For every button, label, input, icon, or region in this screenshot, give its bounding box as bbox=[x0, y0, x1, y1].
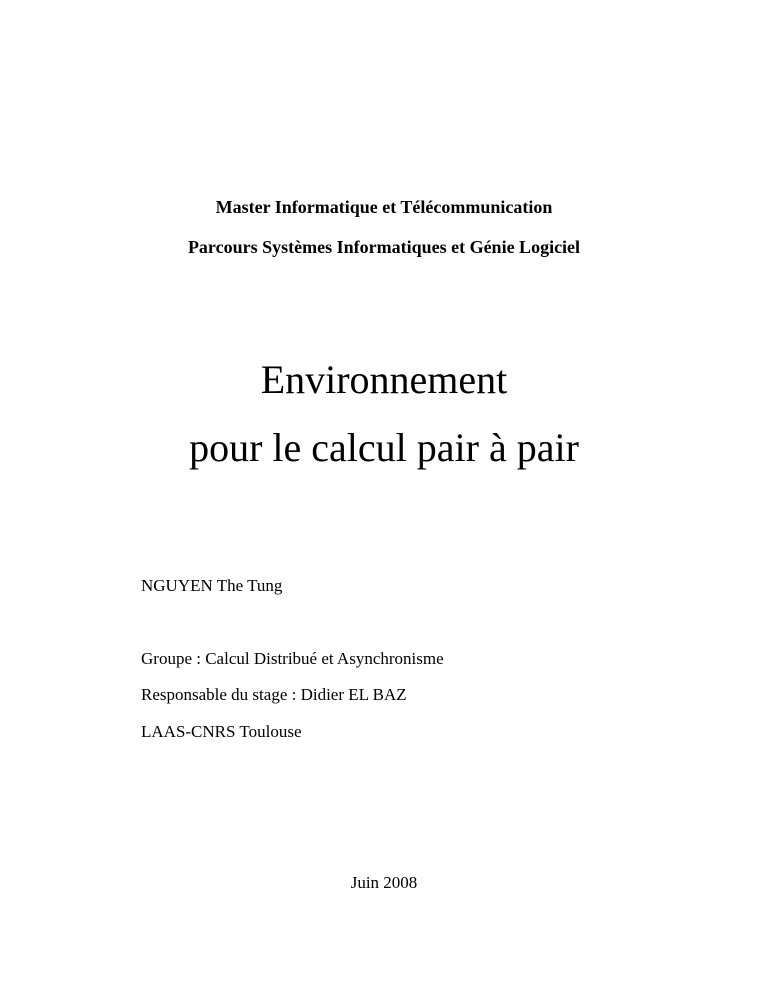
program-track: Parcours Systèmes Informatiques et Génie Logiciel bbox=[187, 237, 581, 257]
document-title-line-1: Environnement bbox=[260, 357, 508, 402]
document-date: Juin 2008 bbox=[350, 873, 418, 892]
laboratory: LAAS-CNRS Toulouse bbox=[141, 722, 302, 741]
document-title-line-2: pour le calcul pair à pair bbox=[189, 425, 579, 470]
research-group: Groupe : Calcul Distribué et Asynchronisme bbox=[141, 649, 444, 668]
internship-supervisor: Responsable du stage : Didier EL BAZ bbox=[141, 685, 407, 704]
program-title: Master Informatique et Télécommunication bbox=[215, 197, 553, 217]
author-name: NGUYEN The Tung bbox=[141, 576, 283, 595]
